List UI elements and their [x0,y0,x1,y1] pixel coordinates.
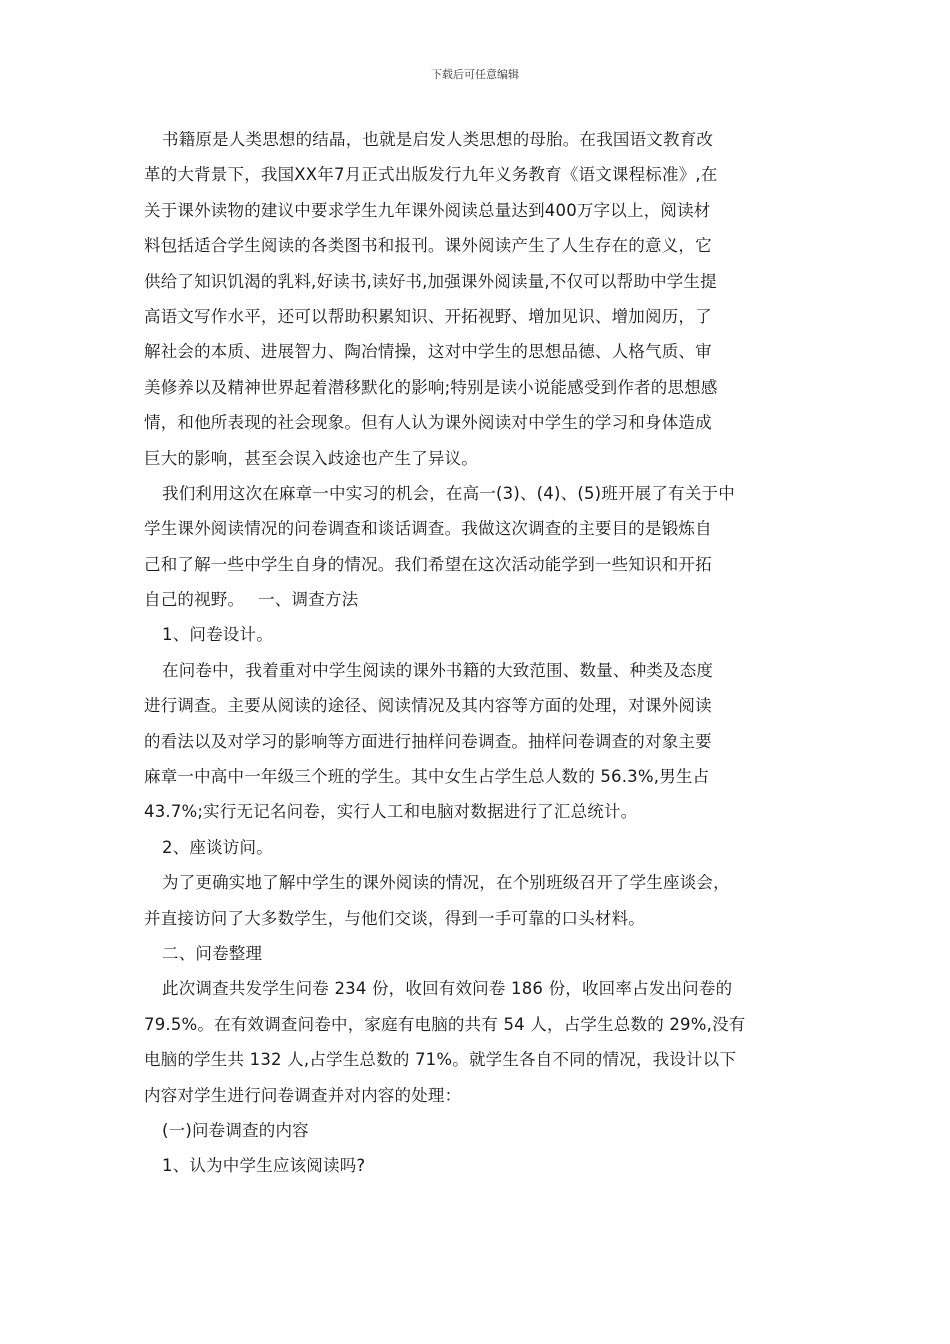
text-line: 书籍原是人类思想的结晶，也就是启发人类思想的母胎。在我国语文教育改 [162,130,714,149]
text-line: 麻章一中高中一年级三个班的学生。其中女生占学生总人数的 56.3%,男生占 [144,767,710,787]
text-line: 1、认为中学生应该阅读吗? [162,1156,366,1176]
text-line: 高语文写作水平，还可以帮助积累知识、开拓视野、增加见识、增加阅历，了 [144,306,712,326]
text-line: 在问卷中，我着重对中学生阅读的课外书籍的大致范围、数量、种类及态度 [162,660,714,680]
text-line: 己和了解一些中学生自身的情况。我们希望在这次活动能学到一些知识和开拓 [144,554,712,574]
text-line: 2、座谈访问。 [162,837,273,857]
text-line: 进行调查。主要从阅读的途径、阅读情况及其内容等方面的处理，对课外阅读 [144,696,712,716]
text-line: 此次调查共发学生问卷 234 份，收回有效问卷 186 份，收回率占发出问卷的 [162,979,733,999]
text-line: 1、问卷设计。 [162,625,273,645]
text-line: 学生课外阅读情况的问卷调查和谈话调查。我做这次调查的主要目的是锻炼自 [144,519,712,539]
text-line: 电脑的学生共 132 人,占学生总数的 71%。就学生各自不同的情况，我设计以下 [144,1050,737,1070]
text-line: 我们利用这次在麻章一中实习的机会，在高一(3)、(4)、(5)班开展了有关于中 [162,483,735,503]
page-header: 下载后可任意编辑 [431,68,519,81]
text-line: 供给了知识饥渴的乳料,好读书,读好书,加强课外阅读量,不仅可以帮助中学生提 [144,271,717,291]
text-line: 43.7%;实行无记名问卷，实行人工和电脑对数据进行了汇总统计。 [144,802,638,822]
text-line: 二、问卷整理 [162,943,263,963]
text-line: 自己的视野。 一、调查方法 [144,590,359,610]
text-line: 为了更确实地了解中学生的课外阅读的情况，在个别班级召开了学生座谈会， [162,873,730,893]
text-line: 79.5%。在有效调查问卷中，家庭有电脑的共有 54 人，占学生总数的 29%,没有 [144,1014,746,1034]
text-line: 巨大的影响，甚至会误入歧途也产生了异议。 [144,448,478,468]
text-line: 并直接访问了大多数学生，与他们交谈，得到一手可靠的口头材料。 [144,908,645,928]
text-line: 关于课外读物的建议中要求学生九年课外阅读总量达到400万字以上，阅读材 [144,200,711,220]
text-line: 革的大背景下，我国XX年7月正式出版发行九年义务教育《语文课程标准》,在 [144,165,718,185]
text-line: 料包括适合学生阅读的各类图书和报刊。课外阅读产生了人生存在的意义，它 [144,236,712,256]
text-line: 美修养以及精神世界起着潜移默化的影响;特别是读小说能感受到作者的思想感 [144,377,718,397]
text-line: (一)问卷调查的内容 [162,1120,309,1140]
text-line: 情，和他所表现的社会现象。但有人认为课外阅读对中学生的学习和身体造成 [144,413,712,433]
document-body [144,122,814,1184]
text-line: 的看法以及对学习的影响等方面进行抽样问卷调查。抽样问卷调查的对象主要 [144,731,712,751]
text-line: 解社会的本质、进展智力、陶冶情操，这对中学生的思想品德、人格气质、审 [144,342,712,362]
text-line: 内容对学生进行问卷调查并对内容的处理： [144,1085,462,1105]
